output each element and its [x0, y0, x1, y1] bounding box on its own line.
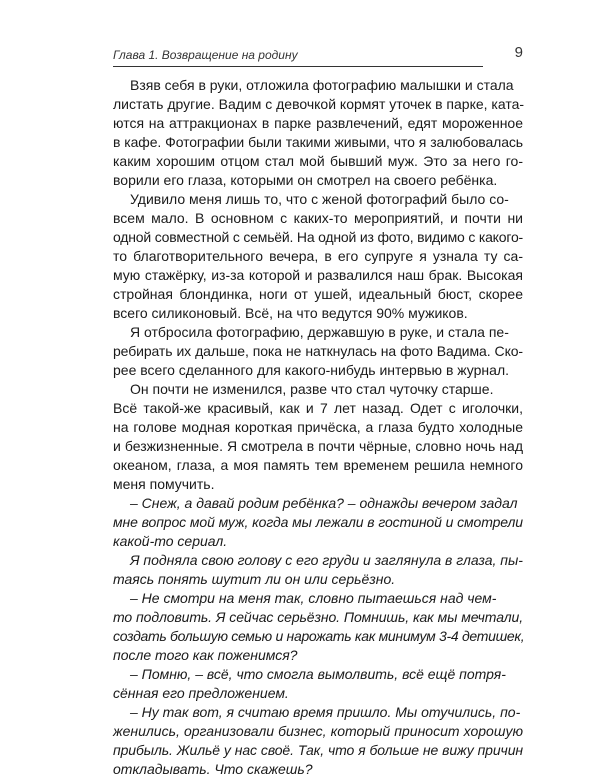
- text-line: то благотворительного вечера, в его супруге я узнала ту са-: [113, 248, 523, 264]
- chapter-title: Глава 1. Возвращение на родину: [113, 48, 298, 62]
- text-line: и безжизненные. Я смотрела в почти чёрные, словно ночь над: [113, 438, 523, 454]
- text-line: океаном, глаза, а моя память тем временем решила немного: [113, 457, 523, 473]
- text-line: Взяв себя в руки, отложила фотографию малышки и стала: [130, 77, 514, 93]
- text-line: – Ну так вот, я считаю время пришло. Мы отучились, по-: [130, 704, 521, 720]
- text-line: на голове модная короткая причёска, а глаза будто холодные: [113, 419, 523, 435]
- text-line: в кафе. Фотографии были такими живыми, что я залюбовалась: [113, 134, 523, 150]
- text-line: таясь понять шутит ли он или серьёзно.: [113, 571, 396, 587]
- text-line: Удивило меня лишь то, что с женой фотографий было со-: [130, 191, 509, 207]
- text-line: мую стажёрку, из-за которой и развалился наш брак. Высокая: [113, 267, 523, 283]
- text-line: каким хорошим отцом стал мой бывший муж. Это за него го-: [113, 153, 523, 169]
- text-line: рее всего сделанного для какого-нибудь интервью в журнал.: [113, 362, 510, 378]
- header-rule: [113, 66, 483, 67]
- text-line: ются на аттракционах в парке развлечений, едят мороженное: [113, 115, 523, 131]
- text-line: мне вопрос мой муж, когда мы лежали в гостиной и смотрели: [113, 514, 523, 530]
- text-line: Он почти не изменился, разве что стал чуточку старше.: [130, 381, 494, 397]
- text-line: ворили его глаза, которыми он смотрел на своего ребёнка.: [113, 172, 498, 188]
- text-line: одной совместной с семьёй. На одной из фото, видимо с какого-: [113, 229, 523, 245]
- text-line: листать другие. Вадим с девочкой кормят уточек в парке, ката-: [113, 96, 525, 112]
- text-line: – Помню, – всё, что смогла вымолвить, всё ещё потря-: [130, 666, 506, 682]
- text-line: всего силиконовый. Всё, на что ведутся 90% мужиков.: [113, 305, 468, 321]
- text-line: ребирать их дальше, пока не наткнулась на фото Вадима. Ско-: [113, 343, 523, 359]
- running-header: [113, 44, 523, 66]
- text-line: после того как поженимся?: [113, 647, 298, 663]
- text-line: прибыль. Жильё у нас своё. Так, что я больше не вижу причин: [113, 742, 523, 758]
- text-line: то подловить. Я сейчас серьёзно. Помнишь, как мы мечтали,: [113, 609, 523, 625]
- page-number: 9: [514, 44, 523, 61]
- text-line: какой-то сериал.: [113, 533, 228, 549]
- text-line: Я отбросила фотографию, державшую в руке, и стала пе-: [130, 324, 509, 340]
- text-line: женились, организовали бизнес, который приносит хорошую: [113, 723, 523, 739]
- text-line: Я подняла свою голову с его груди и заглянула в глаза, пы-: [130, 552, 523, 568]
- text-line: стройная блондинка, ноги от ушей, идеальный бюст, скорее: [113, 286, 523, 302]
- text-line: – Не смотри на меня так, словно пытаешься над чем-: [130, 590, 497, 606]
- text-line: меня помучить.: [113, 476, 215, 492]
- text-line: создать большую семью и нарожать как минимум 3-4 детишек,: [113, 628, 525, 644]
- text-line: Всё такой-же красивый, как и 7 лет назад. Одет с иголочки,: [113, 400, 523, 416]
- text-line: сённая его предложением.: [113, 685, 289, 701]
- text-line: – Снеж, а давай родим ребёнка? – однажды вечером задал: [130, 495, 518, 511]
- body-text: [113, 76, 523, 779]
- text-line: откладывать. Что скажешь?: [113, 761, 313, 777]
- text-line: всем мало. В основном с каких-то мероприятий, и почти ни: [113, 210, 523, 226]
